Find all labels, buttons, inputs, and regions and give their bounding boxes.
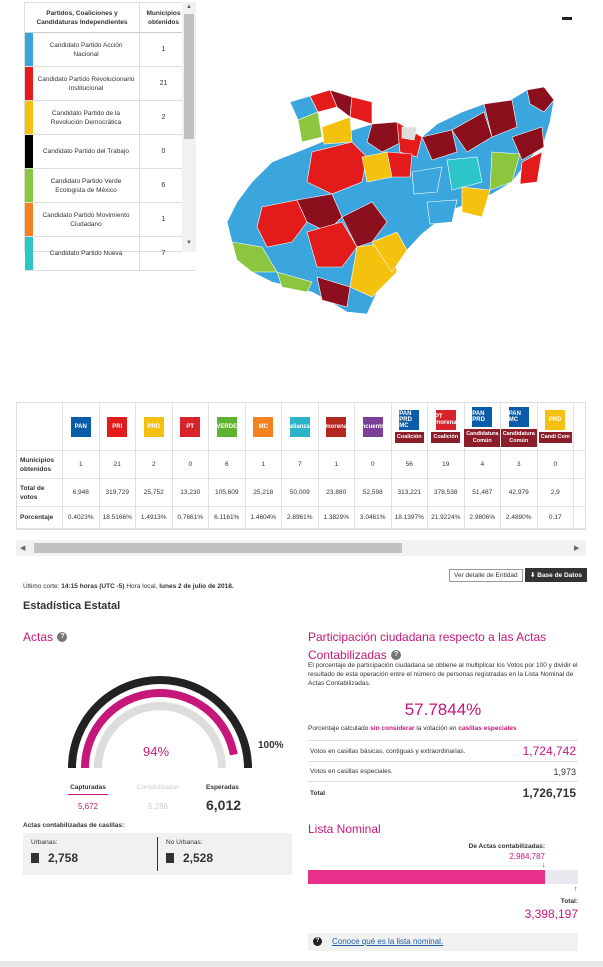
document-icon	[31, 853, 39, 863]
legend-swatch	[25, 237, 33, 270]
map-region	[322, 117, 352, 144]
legend-party-name: Candidato Partido del Trabajo	[42, 148, 129, 155]
party-logo: PRI	[107, 417, 127, 437]
result-cell: 3.0461%	[355, 507, 392, 528]
result-cell: 1.4604%	[246, 507, 283, 528]
lista-link-box	[308, 933, 578, 951]
result-cell: 3	[501, 451, 538, 478]
result-cell: 378,538	[428, 479, 465, 506]
map-region	[462, 187, 490, 217]
actas-header	[23, 628, 67, 646]
result-cell: 4	[465, 451, 502, 478]
contabilizadas-label: Contabilizadas	[136, 784, 180, 791]
result-cell: 6.1161%	[209, 507, 246, 528]
participacion-percent: 57.7844%	[404, 700, 482, 719]
urbanas-value: 2,758	[48, 851, 79, 865]
result-cell: 313,221	[392, 479, 429, 506]
party-logo-cell	[209, 403, 246, 450]
legend-party-value: 7	[139, 237, 187, 270]
legend-scroll-thumb[interactable]	[184, 14, 194, 139]
participacion-note: Porcentaje calculado sin considerar la votación en casillas especiales	[308, 725, 517, 732]
result-cell: 0.4023%	[63, 507, 100, 528]
participacion-description: El porcentaje de participación ciudadana se obtiene al multiplicar los Votos por 100 y dividir el resultado de esta operación entre el número de personas registradas en la Lista Nominal de Actas Contabilizadas.	[308, 662, 578, 687]
legend-party-value: 21	[139, 67, 187, 100]
row-label-porcentaje: Porcentaje	[17, 507, 63, 528]
party-logo: PRD	[545, 410, 565, 430]
lista-actas-value: 2,984,787	[509, 852, 545, 861]
capturadas-value: 5,672	[77, 802, 99, 811]
contabilizadas-value: 5,286	[147, 802, 169, 811]
lista-total-value: 3,398,197	[524, 907, 578, 921]
result-cell: 21.9224%	[428, 507, 465, 528]
result-cell: 1	[319, 451, 356, 478]
legend-row	[25, 101, 195, 135]
legend-swatch	[25, 135, 33, 168]
legend-party-value: 2	[139, 101, 187, 134]
legend-party-name: Candidato Partido de la Revolución Democrática	[50, 109, 122, 126]
result-cell: 2,9	[538, 479, 575, 506]
coalition-badge: Coalición	[431, 432, 460, 443]
gauge-full: 100%	[258, 740, 284, 751]
party-logo-cell	[136, 403, 173, 450]
party-logo: VERDE	[217, 417, 237, 437]
scroll-up-icon[interactable]: ▲	[186, 4, 192, 10]
results-scroll-thumb[interactable]	[34, 543, 402, 553]
legend-party-name: Candidato Partido Movimiento Ciudadano	[42, 211, 130, 228]
state-map	[222, 82, 562, 322]
legend-header-count: Municipios obtenidos	[139, 3, 187, 32]
no-urbanas-value: 2,528	[183, 851, 214, 865]
participacion-title: Participación ciudadana respecto a las Actas Contabilizadas	[308, 630, 547, 662]
result-cell: 51,467	[465, 479, 502, 506]
map-region	[427, 200, 457, 224]
result-cell: 0	[538, 451, 575, 478]
legend-row	[25, 203, 195, 237]
coalition-badge: Candidatura Común	[464, 429, 500, 447]
capturadas-label: Capturadas	[68, 784, 108, 795]
legend-party-value: 6	[139, 169, 187, 202]
casillas-title: Actas contabilizadas de casillas:	[23, 822, 125, 829]
casillas-box	[23, 833, 292, 875]
cutoff-text: Último corte: 14:15 horas (UTC -5) Hora local, lunes 2 de julio de 2018.	[23, 583, 234, 590]
result-cell: 7	[282, 451, 319, 478]
arrow-up-icon: ↑	[574, 886, 578, 893]
result-cell: 6,948	[63, 479, 100, 506]
help-icon: ?	[313, 937, 322, 946]
document-icon	[166, 853, 174, 863]
party-logo: morena	[326, 417, 346, 437]
result-cell: 21	[100, 451, 137, 478]
result-cell: 1.3829%	[319, 507, 356, 528]
arrow-down-icon: ↓	[542, 862, 546, 869]
result-cell: 23,880	[319, 479, 356, 506]
votes-total-row: Total 1,726,715	[310, 786, 576, 800]
legend-row	[25, 237, 195, 271]
results-table	[16, 402, 586, 530]
party-logo-cell	[538, 403, 575, 450]
legend-swatch	[25, 101, 33, 134]
votes-row: Votos en casillas básicas, contiguas y extraordinarias. 1,724,742	[308, 740, 578, 762]
result-cell: 0.17	[538, 507, 575, 528]
legend-header-party: Partidos, Coaliciones y Candidaturas Independientes	[36, 10, 128, 26]
lista-actas-label: De Actas contabilizadas:	[468, 843, 545, 850]
entity-detail-button[interactable]: Ver detalle de Entidad	[449, 569, 523, 582]
result-cell: 2.8961%	[282, 507, 319, 528]
help-icon[interactable]: ?	[391, 650, 401, 660]
scroll-left-icon[interactable]: ◀	[20, 545, 26, 552]
result-cell: 13,230	[173, 479, 210, 506]
coalition-badge: Candidatura Común	[501, 429, 537, 447]
result-cell: 2.9806%	[465, 507, 502, 528]
result-cell: 2	[136, 451, 173, 478]
legend-party-name: Candidato Partido Verde Ecologista de México	[50, 177, 122, 194]
legend-table	[24, 2, 196, 257]
esperadas-value: 6,012	[206, 797, 242, 813]
scroll-down-icon[interactable]: ▼	[186, 240, 192, 246]
result-cell: 1	[246, 451, 283, 478]
map-region	[362, 152, 392, 182]
legend-party-value: 1	[139, 203, 187, 236]
map-region	[402, 127, 417, 140]
row-label-votos: Total de votos	[17, 479, 63, 506]
legend-row	[25, 33, 195, 67]
party-logo: alianza	[290, 417, 310, 437]
party-logo: PT morena	[436, 410, 456, 430]
actas-gauge	[60, 668, 260, 778]
result-cell: 1	[63, 451, 100, 478]
result-cell: 19	[428, 451, 465, 478]
result-cell: 18.5166%	[100, 507, 137, 528]
votes-row: Votos en casillas especiales. 1,973	[308, 762, 578, 782]
coalition-badge: Coalición	[395, 432, 424, 443]
votes-table	[308, 740, 578, 804]
map-region	[350, 97, 372, 124]
party-logo-cell	[246, 403, 283, 450]
lista-bar-fill	[308, 870, 545, 884]
party-logo-cell	[319, 403, 356, 450]
party-logo-cell	[465, 403, 502, 450]
legend-row	[25, 169, 195, 203]
minimize-icon[interactable]	[562, 17, 572, 20]
result-cell: 18.1397%	[392, 507, 429, 528]
party-logo: PT	[180, 417, 200, 437]
gauge-percent: 94%	[143, 744, 170, 759]
legend-row	[25, 67, 195, 101]
result-cell: 0	[355, 451, 392, 478]
no-urbanas-label: No Urbanas:	[166, 839, 203, 846]
party-logo-cell	[392, 403, 429, 450]
result-cell: 25,752	[136, 479, 173, 506]
result-cell: 0.7661%	[173, 507, 210, 528]
result-cell: 6	[209, 451, 246, 478]
party-logo-cell	[282, 403, 319, 450]
footer-strip	[0, 961, 603, 967]
party-logo: PAN PRD MC	[399, 410, 419, 430]
legend-swatch	[25, 33, 33, 66]
result-cell: 319,729	[100, 479, 137, 506]
actas-title: Actas	[23, 630, 54, 644]
lista-title: Lista Nominal	[308, 822, 381, 836]
result-cell: 0	[173, 451, 210, 478]
party-logo: encuentro	[363, 417, 383, 437]
result-cell: 56	[392, 451, 429, 478]
party-logo: PRD	[144, 417, 164, 437]
legend-party-name: Candidato Partido Nueva	[49, 250, 123, 257]
legend-swatch	[25, 67, 33, 100]
row-label-municipios: Municipios obtenidos	[17, 451, 63, 478]
party-logo: PAN MC	[509, 407, 529, 427]
result-cell: 105,609	[209, 479, 246, 506]
result-cell: 42,979	[501, 479, 538, 506]
legend-swatch	[25, 169, 33, 202]
lista-total-label: Total:	[560, 898, 578, 905]
legend-party-name: Candidato Partido Revolucionario Institucional	[37, 75, 135, 92]
casillas-especiales-link[interactable]: casillas especiales	[458, 725, 517, 732]
party-logo-cell	[355, 403, 392, 450]
result-cell: 52,598	[355, 479, 392, 506]
map-region	[412, 167, 442, 194]
party-logo: MC	[253, 417, 273, 437]
lista-bar-track	[308, 870, 578, 884]
party-logo-cell	[428, 403, 465, 450]
scroll-right-icon[interactable]: ▶	[574, 545, 580, 552]
legend-row	[25, 135, 195, 169]
section-title: Estadística Estatal	[23, 600, 121, 612]
party-logo: PAN PRD	[472, 407, 492, 427]
legend-swatch	[25, 203, 33, 236]
party-logo-cell	[173, 403, 210, 450]
database-button[interactable]: ⬇ Base de Datos	[525, 568, 587, 582]
result-cell: 2.4890%	[501, 507, 538, 528]
legend-party-value: 1	[139, 33, 187, 66]
party-logo: PAN	[71, 417, 91, 437]
result-cell: 50,009	[282, 479, 319, 506]
participacion-header	[308, 628, 583, 664]
legend-party-value: 0	[139, 135, 187, 168]
party-logo-cell	[100, 403, 137, 450]
result-cell: 1.4913%	[136, 507, 173, 528]
coalition-badge: Candi Com	[539, 432, 572, 443]
lista-nominal-link[interactable]: Conoce qué es la lista nominal.	[332, 937, 444, 946]
party-logo-cell	[501, 403, 538, 450]
party-logo-cell	[63, 403, 100, 450]
help-icon[interactable]: ?	[57, 632, 67, 642]
urbanas-label: Urbanas:	[31, 839, 58, 846]
esperadas-label: Esperadas	[206, 784, 239, 791]
result-cell: 25,218	[246, 479, 283, 506]
legend-party-name: Candidato Partido Acción Nacional	[49, 41, 123, 58]
